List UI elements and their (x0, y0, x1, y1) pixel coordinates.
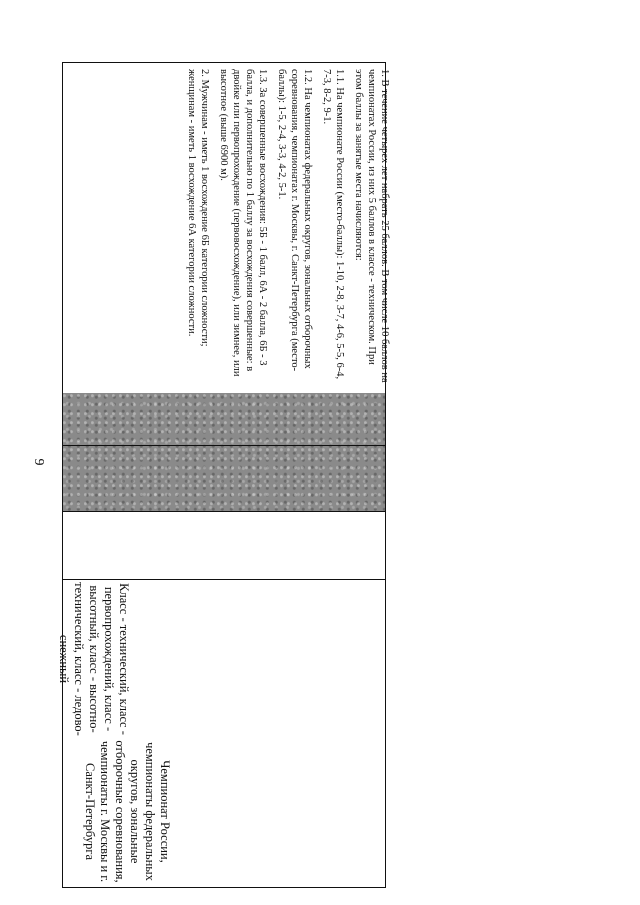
shaded-split-line (63, 445, 385, 446)
requirement-item: 2. Мужчинам - иметь 1 восхождение 6Б категории сложности; женщинам - иметь 1 восхождение 6А категории сложности. (186, 69, 210, 347)
requirements-table (57, 62, 390, 888)
requirements-cell (63, 63, 390, 393)
classes-cell (57, 579, 385, 737)
classes-text: Класс - технический, класс - первопрохождений, класс - высотный, класс - высотно-технический, класс - ледово-снежный (57, 582, 131, 736)
competitions-cell (63, 737, 385, 886)
shaded-band (63, 393, 385, 511)
requirements-text (73, 65, 391, 391)
requirement-item: 1. В течение четырех лет набрать 25 баллов. В том числе 10 баллов на чемпионатах России, из них 5 баллов в классе - техническом. При этом баллы за занятые места начисляются: (353, 69, 390, 383)
competitions-text: Чемпионат России, чемпионаты федеральных округов, зональные отборочные соревнования, чемпионаты г. Москвы и г. Санкт-Петербурга (83, 740, 172, 883)
gender-text (0, 514, 131, 578)
page-number: 9 (31, 458, 46, 466)
requirement-item: 1.3. За совершенные восхождения: 5Б - 1 балл, 6А - 2 балла, 6Б - 3 балла, и дополнительно по 1 баллу за восхождения совершенные: в двойке или первопрохождение (первовосхождение), или зимнее, или высотное (выше 6900 м). (218, 69, 268, 377)
requirement-item: 1.2. На чемпионатах федеральных округов, зональных отборочных соревнования, чемпионатах г. Москвы, г. Санкт-Петербурга (место-баллы): 1-5, 2-4, 3-3, 4-2, 5-1. (276, 69, 313, 372)
requirement-item: 1.1. На чемпионате России (место-баллы): 1-10, 2-8, 3-7, 4-6, 5-5, 6-4, 7-3, 8-2, 9-1. (321, 69, 345, 380)
gender-cell (63, 511, 385, 579)
divider (63, 511, 385, 512)
